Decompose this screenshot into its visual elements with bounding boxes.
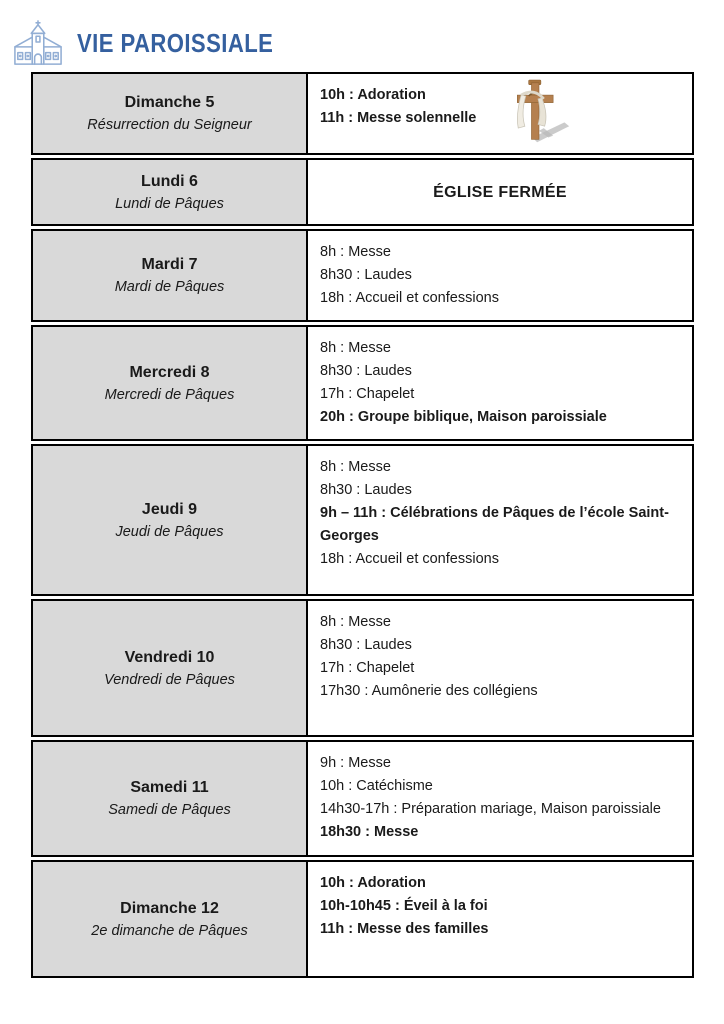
day-label: Mercredi 8 (129, 363, 210, 381)
events-cell (308, 601, 692, 735)
cross-icon (506, 78, 572, 148)
events (320, 872, 682, 941)
events-cell (308, 160, 692, 224)
day-cell (33, 742, 308, 855)
events-cell (308, 327, 692, 439)
table-row (31, 229, 694, 322)
event-line: 10h : Catéchisme (320, 778, 433, 794)
event-line: ÉGLISE FERMÉE (433, 183, 567, 201)
day-label: Lundi 6 (141, 172, 198, 190)
event-line: 8h : Messe (320, 459, 391, 475)
events-cell (308, 74, 692, 153)
event-line: 11h : Messe des familles (320, 921, 489, 937)
event-line: 9h – 11h : Célébrations de Pâques de l’école Saint-Georges (320, 505, 669, 544)
day-cell (33, 231, 308, 320)
day-cell (33, 601, 308, 735)
events (320, 456, 682, 571)
day-subtitle: Résurrection du Seigneur (87, 117, 252, 133)
day-subtitle: Samedi de Pâques (108, 802, 231, 818)
event-line: 17h : Chapelet (320, 386, 415, 402)
day-label: Dimanche 5 (124, 94, 215, 111)
day-cell (33, 160, 308, 224)
event-line: 10h-10h45 : Éveil à la foi (320, 898, 488, 914)
day-subtitle: Mercredi de Pâques (104, 386, 235, 403)
event-line: 18h30 : Messe (320, 824, 419, 840)
events (320, 337, 682, 429)
day-label: Mardi 7 (141, 256, 198, 273)
event-line: 17h30 : Aumônerie des collégiens (320, 683, 538, 699)
events-cell (308, 862, 692, 976)
event-line: 14h30-17h : Préparation mariage, Maison paroissiale (320, 801, 661, 817)
day-label: Samedi 11 (130, 779, 209, 796)
table-row (31, 860, 694, 978)
table-row (31, 325, 694, 441)
day-cell (33, 446, 308, 594)
day-cell (33, 327, 308, 439)
page-title: VIE PAROISSIALE (77, 27, 274, 58)
table-row (31, 158, 694, 226)
event-line: 20h : Groupe biblique, Maison paroissiale (320, 409, 607, 425)
day-subtitle: Mardi de Pâques (114, 279, 225, 295)
day-label: Vendredi 10 (124, 648, 215, 666)
schedule-table (31, 72, 694, 981)
event-line: 17h : Chapelet (320, 660, 415, 676)
table-row (31, 444, 694, 596)
event-line: 8h30 : Laudes (320, 637, 412, 653)
event-line: 8h : Messe (320, 244, 391, 260)
events-cell (308, 231, 692, 320)
day-cell (33, 74, 308, 153)
table-row (31, 740, 694, 857)
events-cell (308, 446, 692, 594)
table-row (31, 599, 694, 737)
day-label: Dimanche 12 (120, 899, 219, 917)
events (320, 611, 682, 703)
event-line: 8h : Messe (320, 614, 391, 630)
day-cell (33, 862, 308, 976)
day-subtitle: Lundi de Pâques (115, 195, 224, 212)
church-icon (13, 19, 63, 67)
day-subtitle: Jeudi de Pâques (115, 523, 224, 540)
events (320, 241, 682, 310)
day-label: Jeudi 9 (141, 500, 198, 518)
events (320, 84, 682, 130)
event-line: 8h30 : Laudes (320, 482, 412, 498)
event-line: 11h : Messe solennelle (320, 110, 477, 126)
event-line: 9h : Messe (320, 755, 391, 771)
events (320, 752, 682, 844)
event-line: 10h : Adoration (320, 87, 426, 103)
table-row (31, 72, 694, 155)
page-header (13, 18, 308, 68)
events (433, 181, 567, 204)
event-line: 18h : Accueil et confessions (320, 551, 499, 567)
event-line: 8h30 : Laudes (320, 267, 412, 283)
event-line: 8h30 : Laudes (320, 363, 412, 379)
event-line: 18h : Accueil et confessions (320, 290, 499, 306)
events-cell (308, 742, 692, 855)
event-line: 8h : Messe (320, 340, 391, 356)
day-subtitle: Vendredi de Pâques (104, 671, 235, 688)
event-line: 10h : Adoration (320, 875, 426, 891)
day-subtitle: 2e dimanche de Pâques (91, 922, 248, 939)
